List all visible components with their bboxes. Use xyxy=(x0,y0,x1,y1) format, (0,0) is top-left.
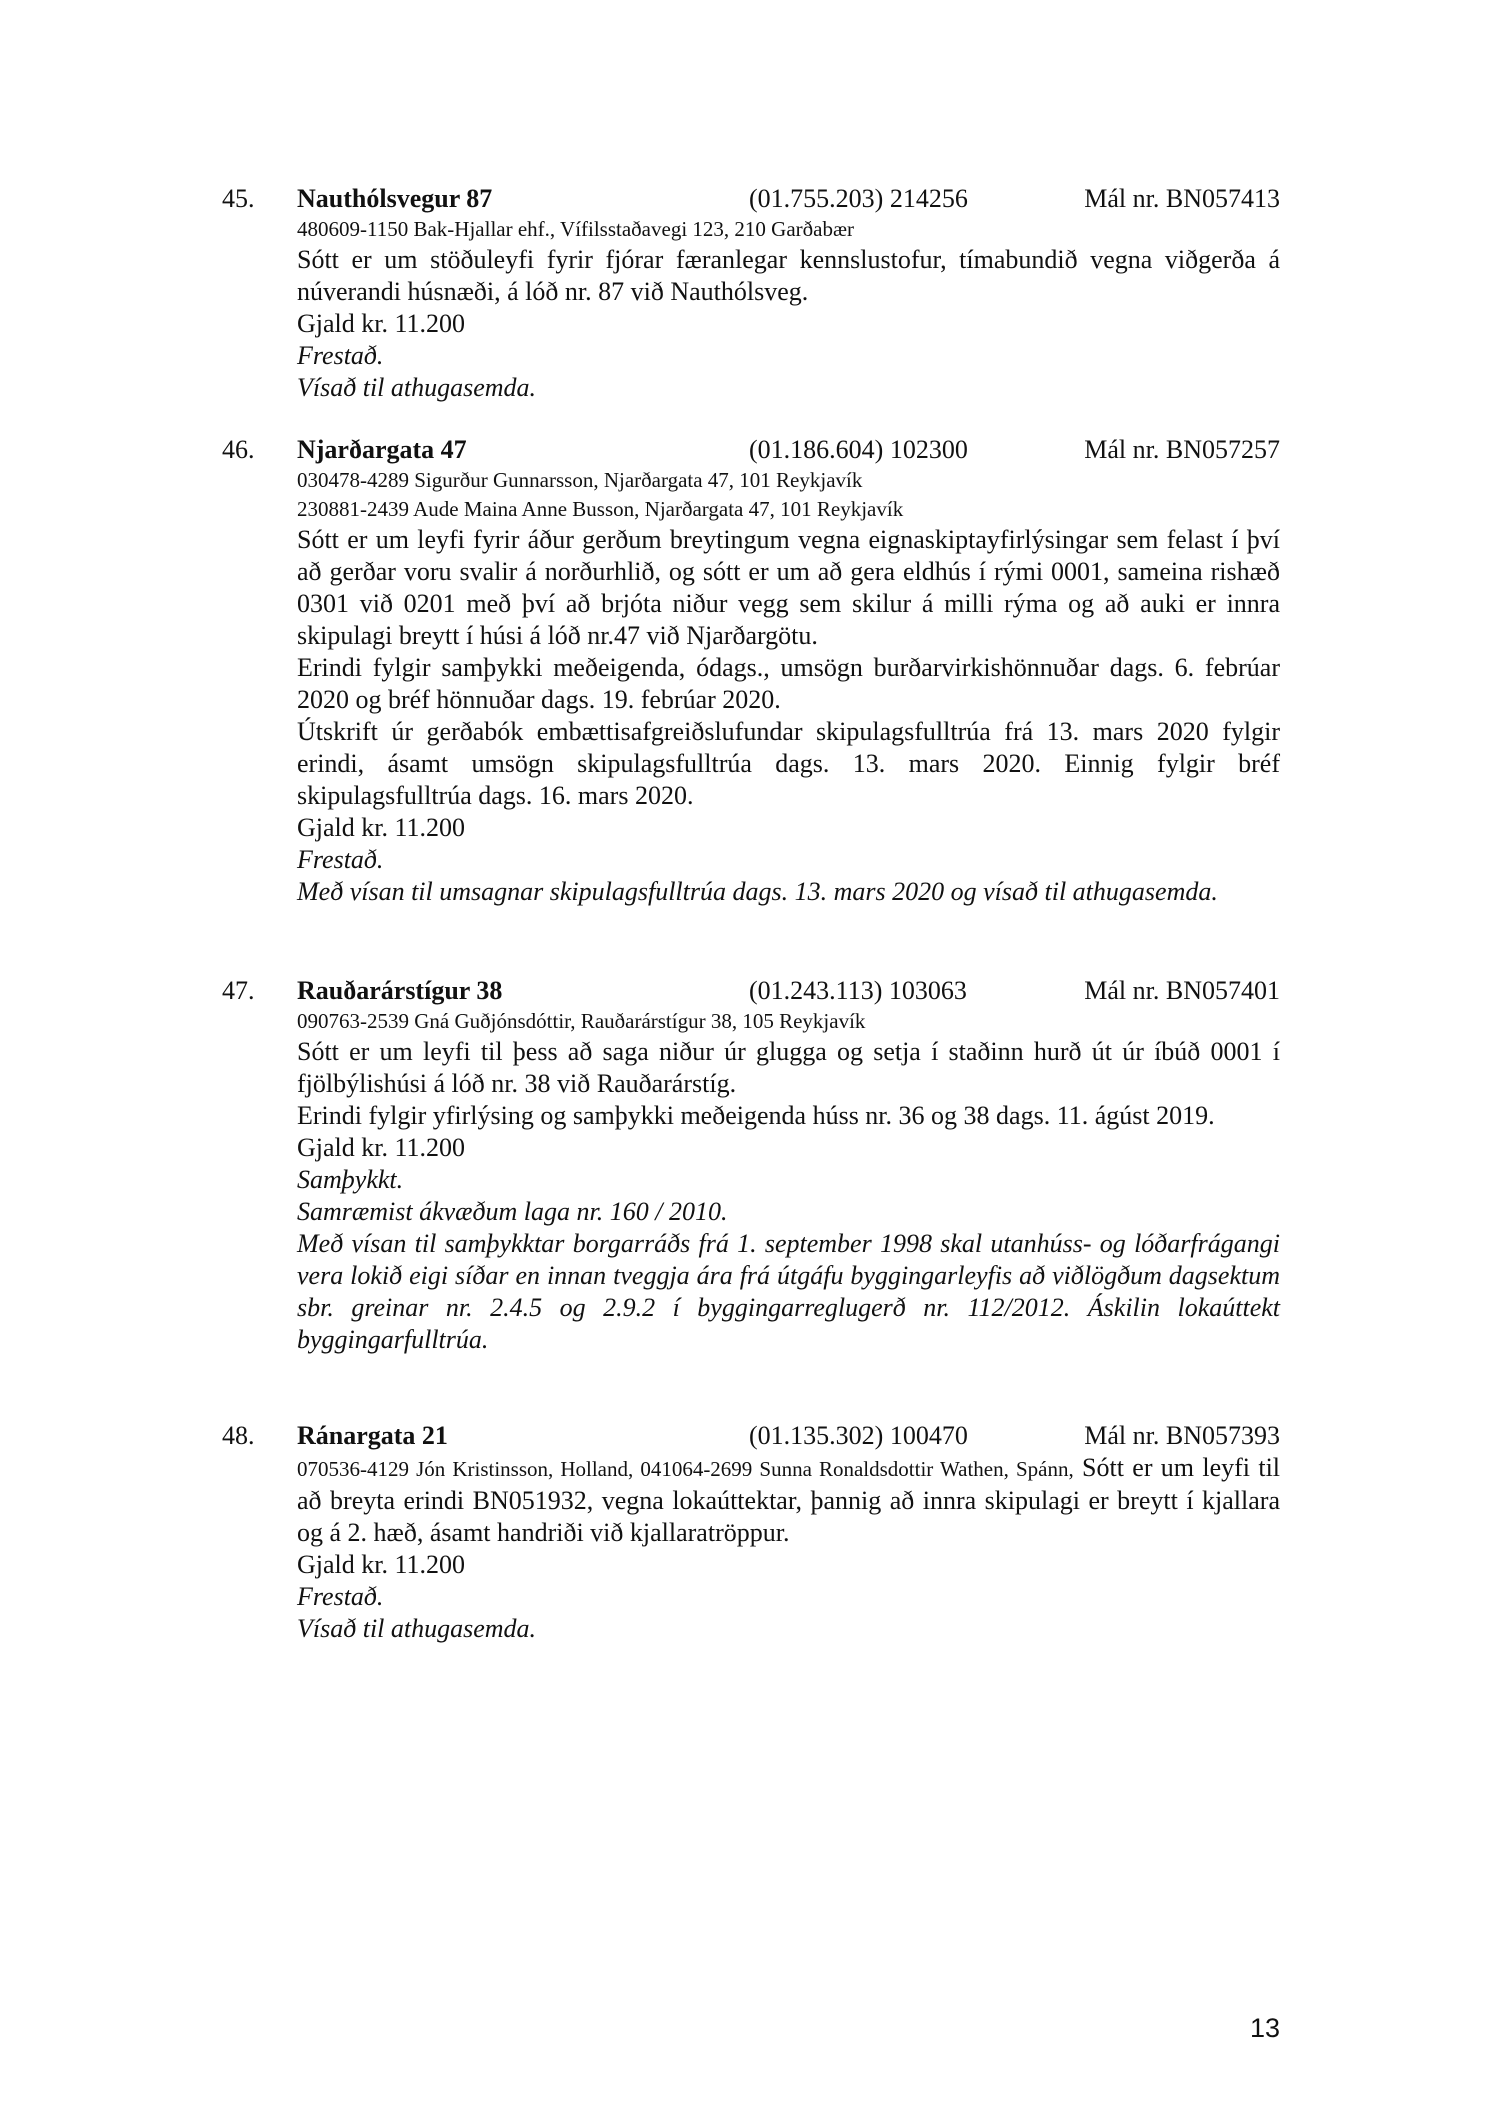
decision: Frestað. xyxy=(297,845,384,874)
decision: Samræmist ákvæðum laga nr. 160 / 2010. xyxy=(297,1197,728,1226)
description-paragraph: Erindi fylgir samþykki meðeigenda, ódags., umsögn burðarvirkishönnuðar dags. 6. febrúar 2020 og bréf hönnuðar dags. 19. febrúar 2020. xyxy=(297,653,1280,714)
property-address: Ránargata 21 xyxy=(297,1421,448,1450)
fee: Gjald kr. 11.200 xyxy=(297,309,466,338)
page-number: 13 xyxy=(1249,2013,1280,2043)
property-address: Njarðargata 47 xyxy=(297,435,467,464)
description-paragraph: Sótt er um leyfi til að breyta erindi BN051932, vegna lokaúttektar, þannig að innra skipulagi er breytt í kjallara og á 2. hæð, ásamt handriði við kjallaratröppur. xyxy=(297,1453,1281,1547)
entry-number: 45. xyxy=(222,184,255,213)
decision: Frestað. xyxy=(297,341,384,370)
land-number: (01.755.203) 214256 xyxy=(749,184,968,213)
entry-header xyxy=(222,434,1280,466)
fee: Gjald kr. 11.200 xyxy=(297,1550,466,1579)
description-paragraph: Sótt er um leyfi fyrir áður gerðum breytingum vegna eignaskiptayfirlýsingar sem felast í því að gerðar voru svalir á norðurhlið, og sótt er um að gera eldhús í rými 0001, sameina rishæð 0301 við 0201 með því að brjóta niður vegg sem skilur á milli rýma og að auki er innra skipulagi breytt í húsi á lóð nr.47 við Njarðargötu. xyxy=(297,525,1280,650)
case-number: Mál nr. BN057393 xyxy=(1084,1421,1280,1450)
entry-body xyxy=(297,1452,1280,1645)
property-address: Rauðarárstígur 38 xyxy=(297,976,503,1005)
case-number: Mál nr. BN057413 xyxy=(1084,184,1280,213)
applicant-and-description xyxy=(297,1452,1280,1549)
entry-number: 46. xyxy=(222,435,255,464)
entry-number: 47. xyxy=(222,976,255,1005)
property-address: Nauthólsvegur 87 xyxy=(297,184,493,213)
decision: Samþykkt. xyxy=(297,1165,404,1194)
entry-header xyxy=(222,975,1280,1007)
entry-header xyxy=(222,1420,1280,1452)
entry-body xyxy=(297,1007,1280,1356)
decision: Með vísan til samþykktar borgarráðs frá 1. september 1998 skal utanhúss- og lóðarfrágangi vera lokið eigi síðar en innan tveggja ára frá útgáfu byggingarleyfis að viðlögðum dagsektum sbr. greinar nr. 2.4.5 og 2.9.2 í byggingarreglugerð nr. 112/2012. Áskilin lokaúttekt byggingarfulltrúa. xyxy=(297,1229,1280,1354)
description-paragraph: Útskrift úr gerðabók embættisafgreiðslufundar skipulagsfulltrúa frá 13. mars 2020 fylgir erindi, ásamt umsögn skipulagsfulltrúa dags. 13. mars 2020. Einnig fylgir bréf skipulagsfulltrúa dags. 16. mars 2020. xyxy=(297,717,1280,810)
entry-body xyxy=(297,215,1280,404)
fee: Gjald kr. 11.200 xyxy=(297,1133,466,1162)
decision: Frestað. xyxy=(297,1582,384,1611)
applicant: 480609-1150 Bak-Hjallar ehf., Vífilsstaðavegi 123, 210 Garðabær xyxy=(297,217,854,241)
case-entry xyxy=(222,1420,1280,1645)
land-number: (01.243.113) 103063 xyxy=(749,976,967,1005)
decision: Vísað til athugasemda. xyxy=(297,373,537,402)
applicant: 230881-2439 Aude Maina Anne Busson, Njarðargata 47, 101 Reykjavík xyxy=(297,497,904,521)
description-paragraph: Erindi fylgir yfirlýsing og samþykki meðeigenda húss nr. 36 og 38 dags. 11. ágúst 2019. xyxy=(297,1101,1215,1130)
applicant: 030478-4289 Sigurður Gunnarsson, Njarðargata 47, 101 Reykjavík xyxy=(297,468,863,492)
case-entry xyxy=(222,183,1280,404)
entry-header xyxy=(222,183,1280,215)
description-paragraph: Sótt er um stöðuleyfi fyrir fjórar færanlegar kennslustofur, tímabundið vegna viðgerða á núverandi húsnæði, á lóð nr. 87 við Nauthólsveg. xyxy=(297,245,1280,306)
applicant: 090763-2539 Gná Guðjónsdóttir, Rauðarárstígur 38, 105 Reykjavík xyxy=(297,1009,866,1033)
land-number: (01.186.604) 102300 xyxy=(749,435,968,464)
decision: Með vísan til umsagnar skipulagsfulltrúa dags. 13. mars 2020 og vísað til athugasemda. xyxy=(297,877,1218,906)
fee: Gjald kr. 11.200 xyxy=(297,813,466,842)
case-entry xyxy=(222,975,1280,1356)
case-entry xyxy=(222,434,1280,908)
entry-body xyxy=(297,466,1280,908)
description-paragraph: Sótt er um leyfi til þess að saga niður úr glugga og setja í staðinn hurð út úr íbúð 0001 í fjölbýlishúsi á lóð nr. 38 við Rauðarárstíg. xyxy=(297,1037,1280,1098)
decision: Vísað til athugasemda. xyxy=(297,1614,537,1643)
entry-number: 48. xyxy=(222,1421,255,1450)
land-number: (01.135.302) 100470 xyxy=(749,1421,968,1450)
case-number: Mál nr. BN057401 xyxy=(1084,976,1280,1005)
applicant: 070536-4129 Jón Kristinsson, Holland, 041064-2699 Sunna Ronaldsdottir Wathen, Spánn, xyxy=(297,1457,1074,1481)
case-number: Mál nr. BN057257 xyxy=(1084,435,1280,464)
